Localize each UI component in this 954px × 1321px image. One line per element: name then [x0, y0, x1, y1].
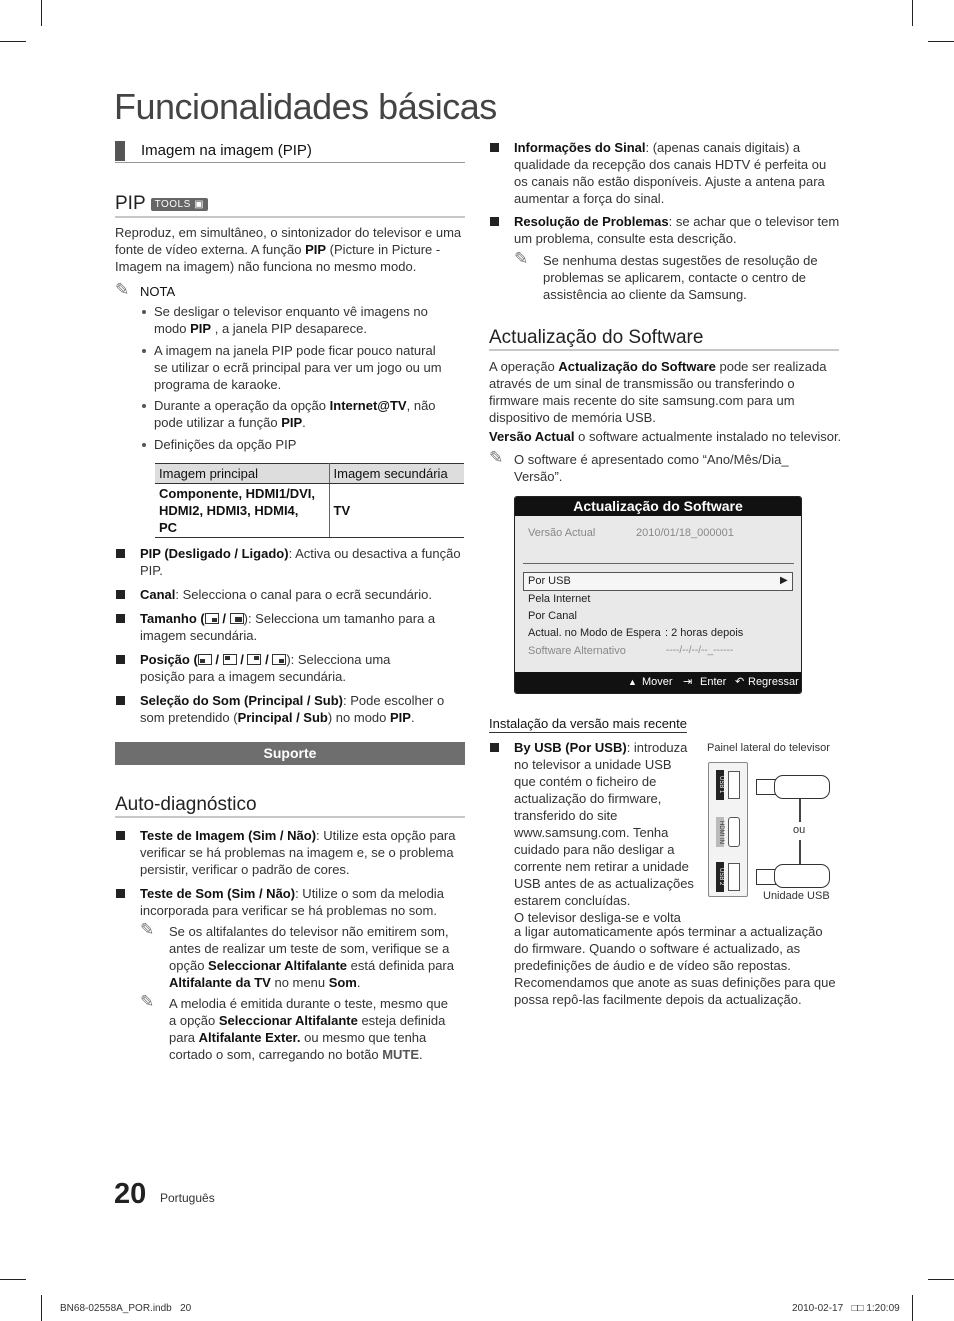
osd-menu-item-channel[interactable]: Por Canal: [528, 610, 577, 622]
text-run: a opção: [169, 1013, 219, 1028]
section-header-pip: [115, 141, 465, 163]
text-line: Se os altifalantes do televisor não emitirem som,: [169, 924, 449, 939]
tools-icon: ▣: [194, 199, 205, 210]
text-line: no televisor a unidade USB: [514, 757, 672, 772]
osd-menu-item-usb[interactable]: Por USB: [528, 575, 571, 587]
text-run: .: [410, 710, 415, 725]
osd-menu-item-standby[interactable]: Actual. no Modo de Espera: [528, 627, 661, 639]
text-run: : Activa ou desactiva a função: [288, 546, 461, 561]
table-header-row: [155, 464, 464, 484]
pip-settings-table: [155, 463, 464, 538]
pip-heading-text: PIP: [115, 193, 146, 214]
osd-arrow-right-icon: ▶: [780, 575, 788, 586]
osd-foot-move: Mover: [642, 676, 673, 688]
text-line: [140, 709, 465, 726]
auto-note: [169, 995, 465, 1063]
tv-panel-label: Painel lateral do televisor: [707, 742, 830, 754]
support-item: [514, 139, 844, 207]
usb1-port: [728, 771, 740, 799]
text-run: Durante a operação da opção: [154, 398, 330, 413]
osd-alternative-value: ----/--/--/--_------: [666, 645, 734, 656]
text-run: ): Selecciona uma: [286, 652, 391, 667]
bullet-dot: [142, 310, 146, 314]
support-item: [514, 213, 844, 247]
crop-mark: [912, 0, 913, 26]
table-header-cell: Imagem principal: [155, 464, 329, 484]
heading-rule: [115, 216, 465, 218]
text-run: Seleccionar Altifalante: [218, 1013, 358, 1028]
text-run: : (apenas canais digitais) a: [645, 140, 801, 155]
text-line: [140, 827, 465, 844]
usb-plug-top: [756, 779, 776, 795]
text-line: através de um sinal de transmissão ou transferindo o: [489, 376, 795, 391]
text-run: .: [419, 1047, 423, 1062]
page-title: Funcionalidades básicas: [114, 86, 497, 127]
text-run: modo: [154, 321, 191, 336]
text-line: [169, 1012, 465, 1029]
text-line: [154, 397, 464, 414]
bullet-square: [490, 143, 499, 152]
text-line: do firmware. Quando o software é actualizado, as: [514, 941, 801, 956]
text-line: os canais não estão disponíveis. Ajuste a antena para: [514, 174, 825, 189]
table-cell: [155, 484, 329, 538]
text-run: Teste de Som (Sim / Não): [140, 886, 296, 901]
hdmi-port: [728, 817, 740, 847]
text-run: : se achar que o televisor tem: [668, 214, 840, 229]
text-line: aumentar a força do sinal.: [514, 191, 665, 206]
text-run: Canal: [140, 587, 176, 602]
table-header-cell: Imagem secundária: [329, 464, 464, 484]
text-line: [514, 739, 704, 756]
note-item: [154, 303, 464, 337]
text-run: Informações do Sinal: [514, 140, 646, 155]
auto-heading: Auto-diagnóstico: [115, 794, 257, 815]
software-intro: [489, 358, 844, 445]
text-line: [140, 545, 465, 562]
note-item: [154, 397, 464, 431]
tools-badge-text: TOOLS: [154, 199, 191, 210]
text-line: actualização do firmware,: [514, 791, 662, 806]
text-line: [140, 692, 465, 709]
text-line: posição para a imagem secundária.: [140, 669, 346, 684]
text-line: estarem concluídas.: [514, 893, 631, 908]
text-line: [514, 213, 844, 230]
text-line: [140, 610, 465, 627]
section-marker: [115, 141, 125, 161]
text-line: [489, 428, 844, 445]
hdmi-port-label: HDMI IN: [716, 817, 724, 847]
bullet-square: [116, 696, 125, 705]
pip-position-bottom-left-icon: [198, 654, 212, 665]
pip-item: [140, 586, 465, 603]
text-run: Internet@TV: [329, 398, 407, 413]
text-run: : Pode escolher o: [343, 693, 445, 708]
text-line: [115, 241, 465, 258]
or-label: ou: [793, 824, 806, 836]
osd-standby-value: : 2 horas depois: [665, 627, 744, 639]
pip-item: [140, 692, 465, 726]
text-line: assistência ao cliente da Samsung.: [543, 287, 747, 302]
text-line: Recomendamos que anote as suas definições para que: [514, 975, 836, 990]
text-run: pode utilizar a função: [154, 415, 282, 430]
text-run: By USB (Por USB): [514, 740, 627, 755]
text-line: antes de realizar um teste de som, verifique se a: [169, 941, 450, 956]
text-run: esteja definida: [357, 1013, 446, 1028]
usb-plug-bottom: [756, 869, 776, 885]
osd-version-value: 2010/01/18_000001: [636, 527, 734, 539]
section-title: Imagem na imagem (PIP): [141, 142, 312, 159]
text-run: .: [302, 415, 306, 430]
text-run: está definida para: [347, 958, 454, 973]
pip-item: [140, 545, 465, 579]
text-run: fonte de vídeo externa. A função: [115, 242, 306, 257]
cell-line: PC: [159, 520, 178, 535]
usb-instructions-cont: [514, 923, 844, 1008]
text-line: incorporada para verificar se há problemas no som.: [140, 903, 437, 918]
return-icon: ↶: [735, 676, 745, 688]
text-line: PIP.: [140, 563, 163, 578]
text-line: [154, 414, 464, 431]
text-run: Versão Actual: [489, 429, 575, 444]
text-line: [514, 139, 844, 156]
pip-position-top-right-icon: [247, 654, 261, 665]
crop-mark: [912, 1295, 913, 1321]
osd-footer: [515, 672, 801, 693]
text-run: Seleção do Som (Principal / Sub): [140, 693, 343, 708]
software-note: [514, 451, 834, 485]
osd-menu-item-alternative[interactable]: Software Alternativo: [528, 645, 626, 657]
cell-line: HDMI2, HDMI3, HDMI4,: [159, 503, 299, 518]
text-run: : introduza: [626, 740, 688, 755]
table-cell: TV: [329, 484, 464, 538]
text-run: : Utilize esta opção para: [316, 828, 456, 843]
text-run: para: [169, 1030, 199, 1045]
usb-drive-label: Unidade USB: [763, 890, 830, 902]
note-pencil-icon: ✎: [115, 280, 130, 299]
crop-mark: [928, 1279, 954, 1280]
text-run: pode ser realizada: [715, 359, 827, 374]
crop-mark: [928, 41, 954, 42]
text-run: Teste de Imagem (Sim / Não): [140, 828, 317, 843]
software-heading: Actualização do Software: [489, 327, 704, 348]
text-line: programa de karaoke.: [154, 377, 282, 392]
support-note: [543, 252, 843, 303]
text-line: [169, 1029, 465, 1046]
note-pencil-icon: ✎: [140, 920, 155, 939]
pip-item: [140, 651, 465, 685]
updown-arrow-icon: ▲: [628, 677, 637, 687]
text-run: Resolução de Problemas: [514, 214, 669, 229]
text-line: transferido do site: [514, 808, 618, 823]
bullet-square: [116, 614, 125, 623]
cell-line: Componente, HDMI1/DVI,: [159, 486, 316, 501]
text-run: A operação: [489, 359, 559, 374]
text-line: cuidado para não desligar a: [514, 842, 675, 857]
text-run: no menu: [270, 975, 329, 990]
auto-note: [169, 923, 465, 991]
crop-mark: [0, 41, 26, 42]
text-run: Principal / Sub: [237, 710, 328, 725]
usb1-port-label: USB 1: [716, 770, 724, 800]
pip-position-bottom-right-icon: [272, 654, 286, 665]
note-item: Definições da opção PIP: [154, 437, 297, 452]
text-run: , não: [406, 398, 436, 413]
text-run: /: [218, 611, 230, 626]
nota-label: NOTA: [140, 284, 176, 299]
page-number: 20: [114, 1178, 147, 1210]
text-line: A melodia é emitida durante o teste, mesmo que: [169, 996, 448, 1011]
crop-mark: [41, 0, 42, 26]
text-line: [489, 358, 844, 375]
pip-position-top-left-icon: [223, 654, 237, 665]
footer-date: 2010-02-17 □□ 1:20:09: [792, 1303, 900, 1314]
note-pencil-icon: ✎: [489, 448, 504, 467]
text-run: PIP: [390, 710, 411, 725]
osd-title: Actualização do Software: [515, 497, 801, 516]
text-run: cortado o som, carregando no botão: [169, 1047, 383, 1062]
bullet-square: [490, 217, 499, 226]
osd-foot-return: Regressar: [748, 676, 799, 688]
text-run: som pretendido (: [140, 710, 238, 725]
heading-rule: [489, 349, 839, 351]
text-run: Altifalante da TV: [169, 975, 271, 990]
pip-heading: [115, 192, 208, 216]
text-line: um problema, consulte esta descrição.: [514, 231, 737, 246]
text-line: persistir, verificar o padrão de cores.: [140, 862, 350, 877]
text-run: Actualização do Software: [558, 359, 716, 374]
text-line: imagem secundária.: [140, 628, 258, 643]
text-run: PIP: [190, 321, 212, 336]
text-run: ) no modo: [327, 710, 391, 725]
text-line: Imagem na imagem) não funciona no mesmo modo.: [115, 259, 417, 274]
footer-file: BN68-02558A_POR.indb 20: [60, 1303, 192, 1314]
text-run: Altifalante Exter.: [198, 1030, 301, 1045]
usb-drive-bottom-icon: [774, 864, 830, 888]
text-line: [169, 974, 465, 991]
install-heading: Instalação da versão mais recente: [489, 716, 687, 731]
osd-menu-item-internet[interactable]: Pela Internet: [528, 593, 591, 605]
text-run: , a janela PIP desaparece.: [211, 321, 367, 336]
text-line: firmware mais recente do site samsung.com para um: [489, 393, 795, 408]
heading-rule: [115, 816, 465, 818]
osd-version-label: Versão Actual: [528, 527, 596, 539]
text-run: MUTE: [382, 1047, 420, 1062]
text-run: Som: [328, 975, 357, 990]
text-run: : Utilize o som da melodia: [295, 886, 444, 901]
note-item: [154, 342, 464, 393]
tv-side-panel: [708, 762, 748, 897]
bullet-dot: [142, 404, 146, 408]
text-line: www.samsung.com. Tenha: [514, 825, 669, 840]
usb2-port-label: USB 2: [716, 862, 724, 892]
text-line: Se nenhuma destas sugestões de resolução de: [543, 253, 818, 268]
bullet-square: [116, 590, 125, 599]
osd-divider: [523, 563, 794, 564]
usb-instructions: [514, 739, 704, 926]
connector-line: [799, 799, 801, 822]
pip-size-small-icon: [205, 613, 219, 624]
text-line: corrente nem retirar a unidade: [514, 859, 689, 874]
usb-drive-top-icon: [774, 775, 830, 799]
text-run: ou mesmo que tenha: [300, 1030, 427, 1045]
bullet-dot: [142, 349, 146, 353]
text-line: verificar se há problemas na imagem e, se o problema: [140, 845, 454, 860]
tools-badge: [151, 198, 208, 211]
bullet-dot: [142, 443, 146, 447]
text-line: O software é apresentado como “Ano/Mês/Dia_: [514, 452, 789, 467]
text-line: Versão”.: [514, 469, 563, 484]
text-line: Reproduz, em simultâneo, o sintonizador do televisor e uma: [115, 225, 462, 240]
bullet-square: [116, 655, 125, 664]
text-run: Tamanho (: [140, 611, 205, 626]
text-run: : Selecciona o canal para o ecrã secundário.: [175, 587, 432, 602]
text-run: o software actualmente instalado no televisor.: [574, 429, 842, 444]
table-row: [155, 484, 464, 538]
bullet-square: [116, 889, 125, 898]
text-line: possa repô-las facilmente depois da actualização.: [514, 992, 802, 1007]
bullet-square: [490, 743, 499, 752]
text-line: predefinições de áudio e de vídeo são repostas.: [514, 958, 791, 973]
osd-foot-enter: Enter: [700, 676, 727, 688]
text-line: O televisor desliga-se e volta: [514, 910, 681, 925]
connector-line: [799, 840, 801, 864]
text-line: problemas se aplicarem, contacte o centro de: [543, 270, 807, 285]
text-line: [140, 885, 465, 902]
page-language: Português: [160, 1191, 215, 1205]
text-line: dispositivo de memória USB.: [489, 410, 656, 425]
software-update-osd: [514, 496, 802, 694]
note-pencil-icon: ✎: [140, 992, 155, 1011]
auto-item: [140, 827, 465, 878]
text-line: [169, 957, 465, 974]
enter-icon: ⇥: [683, 676, 693, 688]
auto-item: [140, 885, 465, 919]
text-run: opção: [169, 958, 209, 973]
pip-intro: [115, 224, 465, 275]
text-run: PIP: [305, 242, 327, 257]
text-run: PIP: [281, 415, 303, 430]
text-run: .: [356, 975, 361, 990]
text-line: a ligar automaticamente após terminar a actualização: [514, 924, 823, 939]
suporte-band: Suporte: [115, 742, 465, 765]
text-line: A imagem na janela PIP pode ficar pouco natural: [154, 343, 436, 358]
bullet-square: [116, 549, 125, 558]
text-line: USB antes de as actualizações: [514, 876, 694, 891]
note-pencil-icon: ✎: [514, 249, 529, 268]
text-line: qualidade da recepção dos canais HDTV é perfeita ou: [514, 157, 827, 172]
pip-item: [140, 610, 465, 644]
text-line: [169, 1046, 465, 1063]
text-line: que contém o ficheiro de: [514, 774, 657, 789]
pip-size-large-icon: [230, 613, 244, 624]
text-line: Se desligar o televisor enquanto vê imagens no: [154, 304, 428, 319]
text-run: PIP (Desligado / Ligado): [140, 546, 289, 561]
text-run: Seleccionar Altifalante: [208, 958, 348, 973]
text-run: Posição (: [140, 652, 198, 667]
crop-mark: [41, 1295, 42, 1321]
usb2-port: [728, 863, 740, 891]
text-run: ): Selecciona um tamanho para a: [243, 611, 436, 626]
text-line: [154, 320, 464, 337]
text-line: Posição ( / / / ): Selecciona uma: [140, 652, 391, 667]
text-run: (Picture in Picture -: [326, 242, 441, 257]
bullet-square: [116, 831, 125, 840]
text-line: se utilizar o ecrã principal para ver um jogo ou um: [154, 360, 442, 375]
crop-mark: [0, 1279, 26, 1280]
